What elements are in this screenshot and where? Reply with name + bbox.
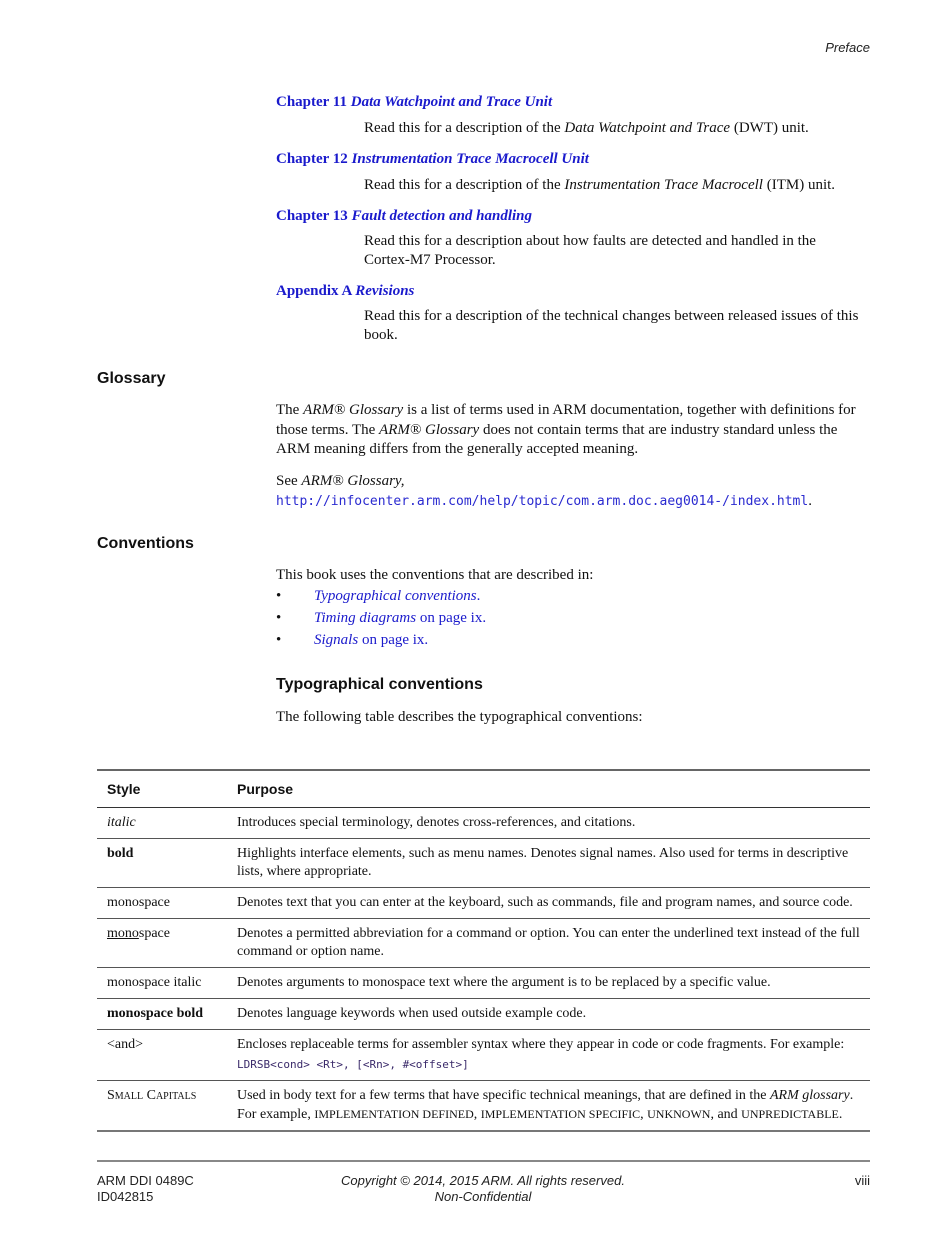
confidentiality-text: Non-Confidential <box>434 1189 532 1204</box>
glossary-see-also <box>276 472 871 511</box>
table-row <box>97 888 870 919</box>
glossary-citation: ARM® Glossary <box>379 421 480 438</box>
desc-emphasis: Instrumentation Trace Macrocell <box>564 177 763 193</box>
text: , and <box>710 1107 742 1122</box>
list-item <box>276 610 486 627</box>
link-text: . <box>476 588 481 604</box>
link-text: Signals <box>314 632 359 648</box>
purpose-cell: Denotes text that you can enter at the keyboard, such as commands, file and program names, and source code. <box>227 888 870 919</box>
bullet-icon: • <box>276 610 282 626</box>
glossary-paragraph <box>276 401 871 460</box>
glossary-citation: ARM glossary <box>769 1088 850 1103</box>
chapter-13-link[interactable] <box>276 208 532 225</box>
chapter-label: Chapter 11 <box>276 94 347 110</box>
desc-text: Read this for a description of the <box>364 120 565 136</box>
style-cell: monospace bold <box>97 999 227 1030</box>
chapter-12-link[interactable] <box>276 151 589 168</box>
text: . For example, <box>237 1088 854 1122</box>
timing-diagrams-link[interactable] <box>314 610 486 626</box>
chapter-11-description <box>364 119 874 138</box>
chapter-11-link[interactable] <box>276 94 552 111</box>
small-caps-term: UNPREDICTABLE <box>741 1107 839 1121</box>
style-cell: bold <box>97 839 227 888</box>
table-row <box>97 839 870 888</box>
purpose-cell: Denotes a permitted abbreviation for a command or option. You can enter the underlined text instead of the full command or option name. <box>227 919 870 968</box>
footer-copyright <box>300 1173 666 1205</box>
running-header-section: Preface <box>825 40 870 55</box>
table-header-row <box>97 770 870 808</box>
table-row <box>97 1081 870 1132</box>
typographical-conventions-heading: Typographical conventions <box>276 676 483 693</box>
link-text: on page ix. <box>416 610 487 626</box>
text: , <box>473 1107 481 1122</box>
style-cell <box>97 919 227 968</box>
table-row <box>97 968 870 999</box>
style-cell: Small Capitals <box>97 1081 227 1132</box>
link-text: Timing diagrams <box>314 610 417 626</box>
small-caps-term: UNKNOWN <box>647 1107 711 1121</box>
page-number: viii <box>854 1173 870 1188</box>
table-row <box>97 808 870 839</box>
purpose-cell: Denotes arguments to monospace text where the argument is to be replaced by a specific value. <box>227 968 870 999</box>
footer-doc-info <box>97 1173 194 1205</box>
column-header-style: Style <box>97 770 227 808</box>
text: does not contain terms that are industry standard unless the ARM meaning differs from the generally accepted meaning. <box>276 421 838 457</box>
desc-text: (ITM) unit. <box>762 177 836 193</box>
list-item <box>276 632 428 649</box>
chapter-title: Data Watchpoint and Trace Unit <box>350 94 553 110</box>
table-row <box>97 919 870 968</box>
text: Used in body text for a few terms that have specific technical meanings, that are defined in the <box>237 1088 770 1103</box>
style-cell: monospace italic <box>97 968 227 999</box>
purpose-cell: Highlights interface elements, such as menu names. Denotes signal names. Also used for terms in descriptive lists, where appropriate. <box>227 839 870 888</box>
chapter-label: Chapter 13 <box>276 208 348 224</box>
typographical-conventions-link[interactable] <box>314 588 480 604</box>
chapter-title: Revisions <box>355 283 415 299</box>
link-text: on page ix. <box>358 632 429 648</box>
bullet-icon: • <box>276 588 282 604</box>
glossary-citation: ARM® Glossary, <box>301 473 405 489</box>
text: , <box>640 1107 648 1122</box>
purpose-cell <box>227 1030 870 1081</box>
text: The <box>276 402 304 418</box>
desc-text: (DWT) unit. <box>730 120 809 136</box>
code-example: LDRSB<cond> <Rt>, [<Rn>, #<offset>] <box>237 1058 469 1071</box>
chapter-title: Instrumentation Trace Macrocell Unit <box>351 151 589 167</box>
link-text: Typographical conventions <box>314 588 477 604</box>
appendix-a-link[interactable] <box>276 283 414 300</box>
column-header-purpose: Purpose <box>227 770 870 808</box>
conventions-intro: This book uses the conventions that are described in: <box>276 567 594 583</box>
footer-divider <box>97 1160 870 1162</box>
signals-link[interactable] <box>314 632 428 648</box>
style-cell: monospace <box>97 888 227 919</box>
chapter-label: Chapter 12 <box>276 151 348 167</box>
copyright-text: Copyright © 2014, 2015 ARM. All rights reserved. <box>341 1173 625 1188</box>
doc-id: ARM DDI 0489C <box>97 1173 194 1188</box>
release-id: ID042815 <box>97 1189 154 1204</box>
table-intro: The following table describes the typographical conventions: <box>276 709 643 725</box>
desc-text: Read this for a description of the <box>364 177 565 193</box>
bullet-icon: • <box>276 632 282 648</box>
glossary-url-link[interactable]: http://infocenter.arm.com/help/topic/com.arm.doc.aeg0014-/index.html <box>276 493 809 509</box>
chapter-12-description <box>364 176 874 195</box>
text: space <box>138 926 170 941</box>
text: Encloses replaceable terms for assembler syntax where they appear in code or code fragments. For example: <box>237 1037 845 1052</box>
small-caps-term: IMPLEMENTATION SPECIFIC <box>480 1107 641 1121</box>
small-caps-term: IMPLEMENTATION DEFINED <box>314 1107 474 1121</box>
purpose-cell <box>227 1081 870 1132</box>
purpose-cell: Denotes language keywords when used outside example code. <box>227 999 870 1030</box>
purpose-cell: Introduces special terminology, denotes cross-references, and citations. <box>227 808 870 839</box>
text: . <box>838 1107 843 1122</box>
table-row <box>97 999 870 1030</box>
glossary-citation: ARM® Glossary <box>303 402 404 418</box>
typographical-conventions-table <box>97 769 870 1132</box>
style-cell: italic <box>97 808 227 839</box>
text: See <box>276 473 302 489</box>
glossary-heading: Glossary <box>97 370 166 387</box>
underlined-text: mono <box>107 926 139 941</box>
chapter-label: Appendix A <box>276 283 352 299</box>
conventions-heading: Conventions <box>97 535 194 552</box>
desc-emphasis: Data Watchpoint and Trace <box>564 120 731 136</box>
table-row <box>97 1030 870 1081</box>
chapter-13-description: Read this for a description about how faults are detected and handled in the Cortex-M7 Processor. <box>364 233 816 268</box>
list-item <box>276 588 480 605</box>
text: . <box>808 492 812 509</box>
style-cell: <and> <box>97 1030 227 1081</box>
text: is a list of terms used in ARM documentation, together with definitions for those terms. The <box>276 402 856 438</box>
chapter-title: Fault detection and handling <box>351 208 533 224</box>
appendix-a-description: Read this for a description of the technical changes between released issues of this book. <box>364 308 859 343</box>
